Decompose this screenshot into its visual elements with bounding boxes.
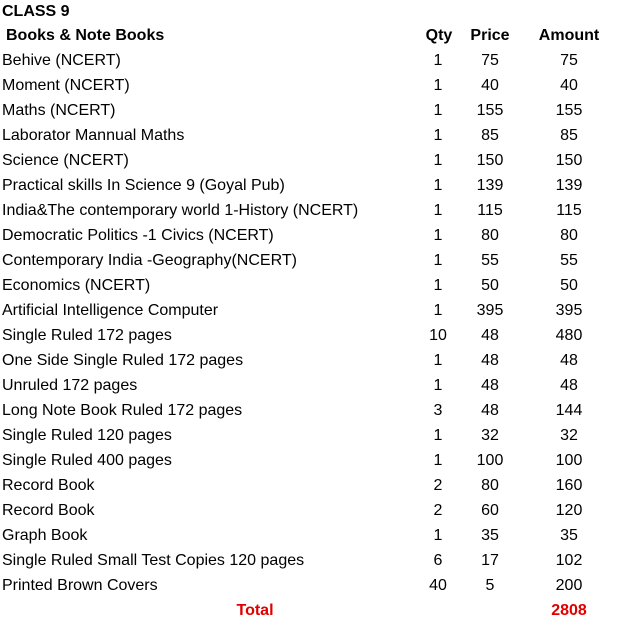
item-price: 80 bbox=[481, 227, 499, 244]
item-price: 50 bbox=[481, 277, 499, 294]
item-amount: 160 bbox=[555, 477, 583, 494]
item-price: 40 bbox=[481, 77, 499, 94]
item-qty: 40 bbox=[429, 577, 447, 594]
item-amount: 150 bbox=[555, 152, 583, 169]
item-name: Single Ruled 172 pages bbox=[2, 327, 172, 344]
item-qty: 3 bbox=[433, 402, 443, 419]
item-name: Graph Book bbox=[2, 527, 88, 544]
item-name: India&The contemporary world 1-History (NCERT) bbox=[2, 202, 359, 219]
item-price: 48 bbox=[481, 327, 499, 344]
item-name: Long Note Book Ruled 172 pages bbox=[2, 402, 243, 419]
item-qty: 1 bbox=[433, 377, 443, 394]
item-amount: 100 bbox=[555, 452, 583, 469]
item-qty: 1 bbox=[433, 102, 443, 119]
item-price: 48 bbox=[481, 402, 499, 419]
item-qty: 10 bbox=[429, 327, 447, 344]
item-amount: 120 bbox=[555, 502, 583, 519]
item-price: 150 bbox=[476, 152, 504, 169]
item-amount: 48 bbox=[560, 377, 578, 394]
item-amount: 395 bbox=[555, 302, 583, 319]
item-name: Practical skills In Science 9 (Goyal Pub) bbox=[2, 177, 285, 194]
item-name: Moment (NCERT) bbox=[2, 77, 130, 94]
table-row bbox=[0, 398, 635, 423]
item-qty: 1 bbox=[433, 202, 443, 219]
item-price: 395 bbox=[476, 302, 504, 319]
table-row bbox=[0, 573, 635, 598]
item-qty: 1 bbox=[433, 127, 443, 144]
item-amount: 50 bbox=[560, 277, 578, 294]
table-row bbox=[0, 373, 635, 398]
item-price: 17 bbox=[481, 552, 499, 569]
header-name: Books & Note Books bbox=[6, 27, 165, 44]
item-qty: 1 bbox=[433, 52, 443, 69]
item-qty: 1 bbox=[433, 427, 443, 444]
item-amount: 102 bbox=[555, 552, 583, 569]
item-qty: 2 bbox=[433, 477, 443, 494]
item-amount: 144 bbox=[555, 402, 583, 419]
item-amount: 480 bbox=[555, 327, 583, 344]
table-row bbox=[0, 348, 635, 373]
table-row bbox=[0, 548, 635, 573]
item-name: Artificial Intelligence Computer bbox=[2, 302, 219, 319]
table-row bbox=[0, 173, 635, 198]
table-row bbox=[0, 523, 635, 548]
item-name: Unruled 172 pages bbox=[2, 377, 138, 394]
table-row bbox=[0, 273, 635, 298]
item-name: Economics (NCERT) bbox=[2, 277, 151, 294]
item-price: 85 bbox=[481, 127, 499, 144]
item-name: Science (NCERT) bbox=[2, 152, 129, 169]
item-name: Record Book bbox=[2, 502, 95, 519]
item-amount: 139 bbox=[555, 177, 583, 194]
item-qty: 1 bbox=[433, 277, 443, 294]
item-price: 80 bbox=[481, 477, 499, 494]
item-price: 139 bbox=[476, 177, 504, 194]
item-price: 55 bbox=[481, 252, 499, 269]
item-amount: 32 bbox=[560, 427, 578, 444]
table-row bbox=[0, 48, 635, 73]
item-qty: 2 bbox=[433, 502, 443, 519]
table-row bbox=[0, 98, 635, 123]
table-row bbox=[0, 198, 635, 223]
item-amount: 155 bbox=[555, 102, 583, 119]
item-name: Printed Brown Covers bbox=[2, 577, 158, 594]
item-qty: 1 bbox=[433, 527, 443, 544]
item-name: Democratic Politics -1 Civics (NCERT) bbox=[2, 227, 274, 244]
item-price: 5 bbox=[485, 577, 495, 594]
header-qty: Qty bbox=[425, 27, 453, 44]
item-amount: 48 bbox=[560, 352, 578, 369]
item-qty: 1 bbox=[433, 177, 443, 194]
header-amount: Amount bbox=[538, 27, 600, 44]
class-title: CLASS 9 bbox=[2, 3, 70, 20]
item-qty: 1 bbox=[433, 252, 443, 269]
item-name: Maths (NCERT) bbox=[2, 102, 116, 119]
item-amount: 75 bbox=[560, 52, 578, 69]
item-name: Single Ruled 400 pages bbox=[2, 452, 172, 469]
item-amount: 200 bbox=[555, 577, 583, 594]
item-name: One Side Single Ruled 172 pages bbox=[2, 352, 244, 369]
total-label: Total bbox=[236, 602, 274, 619]
item-amount: 115 bbox=[556, 202, 582, 219]
table-row bbox=[0, 148, 635, 173]
item-qty: 1 bbox=[433, 227, 443, 244]
table-row bbox=[0, 323, 635, 348]
item-name: Laborator Mannual Maths bbox=[2, 127, 185, 144]
table-row bbox=[0, 423, 635, 448]
item-name: Contemporary India -Geography(NCERT) bbox=[2, 252, 297, 269]
item-qty: 1 bbox=[433, 352, 443, 369]
table-row bbox=[0, 298, 635, 323]
item-qty: 1 bbox=[433, 152, 443, 169]
table-row bbox=[0, 73, 635, 98]
item-price: 100 bbox=[476, 452, 504, 469]
item-qty: 1 bbox=[433, 77, 443, 94]
item-name: Behive (NCERT) bbox=[2, 52, 121, 69]
total-row bbox=[0, 598, 635, 623]
item-qty: 6 bbox=[433, 552, 443, 569]
table-row bbox=[0, 498, 635, 523]
item-price: 32 bbox=[481, 427, 499, 444]
item-price: 75 bbox=[481, 52, 499, 69]
item-name: Single Ruled Small Test Copies 120 pages bbox=[2, 552, 305, 569]
item-price: 155 bbox=[476, 102, 504, 119]
total-amount: 2808 bbox=[551, 602, 587, 619]
item-qty: 1 bbox=[433, 302, 443, 319]
item-price: 48 bbox=[481, 377, 499, 394]
item-amount: 40 bbox=[560, 77, 578, 94]
table-row bbox=[0, 448, 635, 473]
item-name: Single Ruled 120 pages bbox=[2, 427, 172, 444]
item-price: 48 bbox=[481, 352, 499, 369]
table-row bbox=[0, 223, 635, 248]
table-row bbox=[0, 123, 635, 148]
item-price: 60 bbox=[481, 502, 499, 519]
table-header-row bbox=[0, 23, 635, 48]
item-name: Record Book bbox=[2, 477, 95, 494]
table-row bbox=[0, 473, 635, 498]
item-price: 35 bbox=[481, 527, 499, 544]
item-price: 115 bbox=[477, 202, 503, 219]
table-row bbox=[0, 248, 635, 273]
item-amount: 35 bbox=[560, 527, 578, 544]
item-amount: 80 bbox=[560, 227, 578, 244]
header-price: Price bbox=[470, 27, 510, 44]
item-qty: 1 bbox=[433, 452, 443, 469]
item-amount: 85 bbox=[560, 127, 578, 144]
item-amount: 55 bbox=[560, 252, 578, 269]
